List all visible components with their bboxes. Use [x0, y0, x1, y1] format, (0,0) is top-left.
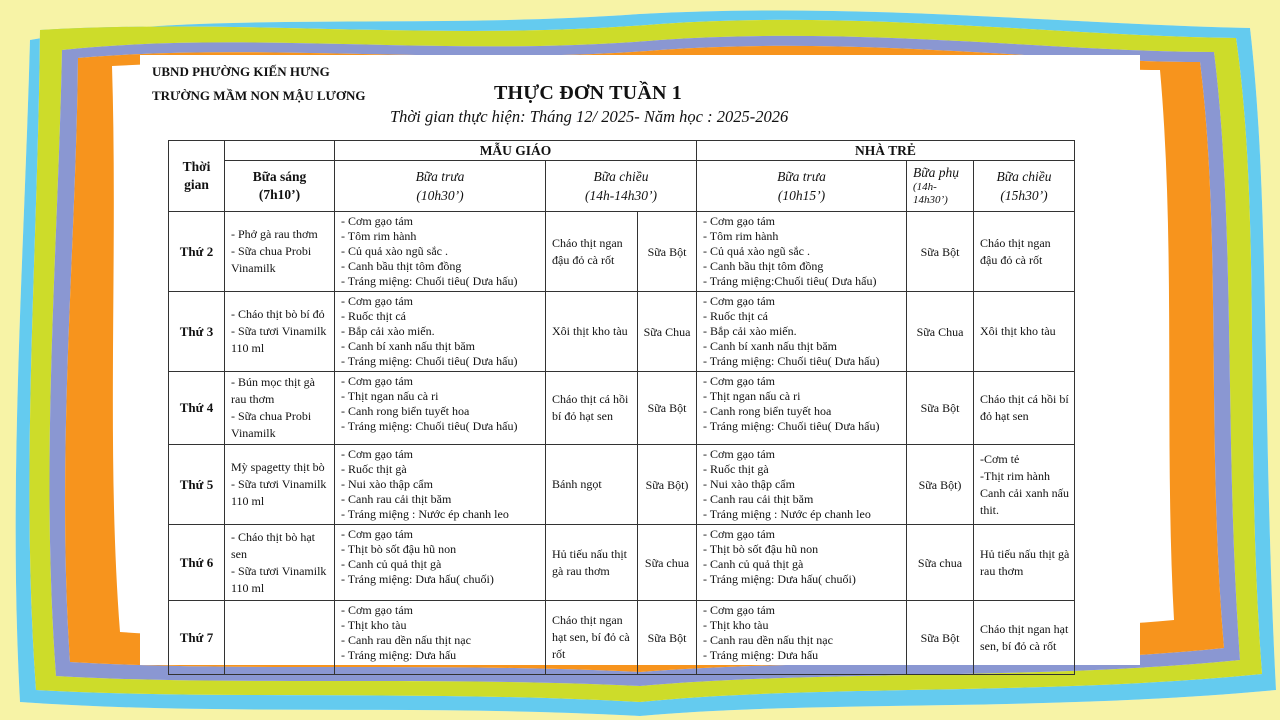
- menu-line: - Canh bầu thịt tôm đồng: [341, 259, 462, 273]
- menu-line: - Canh rau dền nấu thịt nạc: [341, 633, 471, 647]
- day-cell: [169, 525, 225, 601]
- nt-lunch-cell: [697, 525, 907, 601]
- day-cell: [169, 445, 225, 525]
- menu-line: - Canh rau cải thịt băm: [341, 492, 452, 506]
- header-nt-lunch: Bữa trưa (10h15’): [697, 161, 907, 212]
- breakfast-cell: [225, 212, 335, 292]
- menu-line: - Sữa tươi Vinamilk 110 ml: [231, 477, 327, 508]
- mg-afternoon-cell: [546, 445, 638, 525]
- breakfast-cell: [225, 372, 335, 445]
- mg-milk-cell-text: Sữa Bột): [645, 477, 689, 492]
- menu-line: - Thịt ngan nấu cà ri: [341, 389, 439, 403]
- menu-line: - Củ quả xào ngũ sắc .: [703, 244, 810, 258]
- mg-milk-cell: [638, 212, 697, 292]
- nt-snack-cell: [907, 601, 974, 675]
- mg-afternoon-cell-text: Cháo thịt ngan đậu đỏ cà rốt: [552, 235, 623, 267]
- mg-afternoon-cell-text: Cháo thịt ngan hạt sen, bí đỏ cà rốt: [552, 613, 630, 661]
- nt-afternoon-cell-text: Cháo thịt ngan đậu đỏ cà rốt: [980, 235, 1051, 267]
- day-cell-text: Thứ 7: [179, 629, 214, 645]
- menu-line: - Cơm gạo tám: [703, 447, 775, 461]
- menu-line: - Bắp cải xào miến.: [703, 324, 797, 338]
- menu-line: - Tráng miệng : Nước ép chanh leo: [341, 507, 509, 521]
- table-row: [169, 212, 1075, 292]
- mg-afternoon-cell-text: Hủ tiếu nấu thịt gà rau thơm: [552, 546, 627, 578]
- table-row: [169, 292, 1075, 372]
- menu-line: - Phở gà rau thơm: [231, 227, 318, 241]
- header-day: Thời gian: [169, 141, 225, 212]
- nt-lunch-cell: [697, 601, 907, 675]
- mg-milk-cell-text: Sữa Bột: [647, 401, 687, 415]
- menu-line: - Tráng miệng: Chuối tiêu( Dưa hấu): [341, 419, 518, 433]
- district-name: UBND PHƯỜNG KIẾN HƯNG: [152, 64, 330, 79]
- nt-snack-cell: [907, 372, 974, 445]
- mg-milk-cell-text: Sữa Chua: [643, 324, 691, 339]
- menu-line: -Thịt rim hành: [980, 468, 1050, 483]
- table-header-row-1: [169, 141, 1075, 161]
- nt-snack-cell-text: Sữa Bột: [920, 401, 960, 415]
- day-cell-text: Thứ 5: [179, 476, 214, 492]
- nt-afternoon-cell: [974, 601, 1075, 675]
- menu-line: - Ruốc thịt gà: [703, 462, 769, 476]
- nt-afternoon-cell: [974, 525, 1075, 601]
- nt-afternoon-cell-text: Cháo thịt ngan hạt sen, bí đỏ cà rốt: [980, 621, 1069, 653]
- nt-snack-cell: [907, 212, 974, 292]
- menu-line: - Cơm gạo tám: [703, 527, 775, 541]
- mg-afternoon-cell: [546, 372, 638, 445]
- day-cell: [169, 292, 225, 372]
- nt-snack-cell: [907, 292, 974, 372]
- menu-line: - Tráng miệng: Dưa hấu: [341, 648, 457, 662]
- nt-lunch-cell: [697, 372, 907, 445]
- header-group-mau-giao: MẪU GIÁO: [335, 141, 697, 161]
- menu-line: - Tráng miệng: Dưa hấu: [703, 648, 819, 662]
- mg-afternoon-cell-text: Xôi thịt kho tàu: [552, 324, 628, 338]
- mg-afternoon-cell: [546, 525, 638, 601]
- mg-afternoon-cell: [546, 212, 638, 292]
- school-name: TRƯỜNG MẦM NON MẬU LƯƠNG: [152, 88, 366, 103]
- menu-line: - Canh bí xanh nấu thịt băm: [341, 339, 475, 353]
- mg-lunch-cell: [335, 292, 546, 372]
- header-mg-lunch: Bữa trưa (10h30’): [335, 161, 546, 212]
- nt-lunch-cell: [697, 445, 907, 525]
- day-cell: [169, 601, 225, 675]
- menu-line: - Cơm gạo tám: [703, 603, 775, 617]
- header-nt-snack: Bữa phụ (14h- 14h30’): [907, 161, 974, 212]
- nt-snack-cell: [907, 525, 974, 601]
- menu-line: - Nui xào thập cẩm: [703, 477, 795, 491]
- menu-line: - Sữa tươi Vinamilk 110 ml: [231, 324, 327, 355]
- nt-afternoon-cell: [974, 292, 1075, 372]
- page-title: THỰC ĐƠN TUẦN 1: [494, 82, 683, 104]
- page-subtitle: Thời gian thực hiện: Tháng 12/ 2025- Năm học : 2025-2026: [390, 107, 789, 126]
- mg-milk-cell: [638, 601, 697, 675]
- mg-milk-cell: [638, 525, 697, 601]
- menu-line: - Cơm gạo tám: [341, 214, 413, 228]
- menu-line: - Thịt kho tàu: [341, 618, 407, 632]
- menu-line: - Bún mọc thịt gà rau thơm: [231, 375, 315, 406]
- header-nt-afternoon: Bữa chiều (15h30’): [974, 161, 1075, 212]
- breakfast-cell: [225, 292, 335, 372]
- mg-lunch-cell: [335, 601, 546, 675]
- nt-lunch-cell: [697, 212, 907, 292]
- menu-line: - Sữa chua Probi Vinamilk: [231, 409, 312, 440]
- nt-lunch-cell: [697, 292, 907, 372]
- menu-line: - Sữa tươi Vinamilk 110 ml: [231, 563, 327, 595]
- menu-line: - Tráng miệng: Chuối tiêu( Dưa hấu): [341, 354, 518, 368]
- menu-line: - Thịt bò sốt đậu hũ non: [703, 542, 819, 556]
- menu-line: - Bắp cải xào miến.: [341, 324, 435, 338]
- mg-lunch-cell: [335, 212, 546, 292]
- menu-line: - Canh bầu thịt tôm đồng: [703, 259, 824, 273]
- menu-line: - Tôm rim hành: [703, 229, 779, 243]
- table-row: [169, 445, 1075, 525]
- menu-line: - Cơm gạo tám: [341, 447, 413, 461]
- menu-body: [169, 212, 1075, 675]
- menu-line: - Củ quả xào ngũ sắc .: [341, 244, 448, 258]
- day-cell-text: Thứ 6: [179, 554, 214, 570]
- nt-afternoon-cell-text: Hủ tiếu nấu thịt gà rau thơm: [980, 546, 1070, 578]
- menu-line: - Tráng miệng: Dưa hấu( chuối): [703, 572, 856, 586]
- menu-line: - Tráng miệng: Chuối tiêu( Dưa hấu): [341, 274, 518, 288]
- menu-line: - Cơm gạo tám: [341, 294, 413, 308]
- table-header-row-2: [169, 161, 1075, 212]
- header-empty: [225, 141, 335, 161]
- menu-line: - Tôm rim hành: [341, 229, 417, 243]
- menu-line: - Tráng miệng: Chuối tiêu( Dưa hấu): [703, 419, 880, 433]
- nt-afternoon-cell: [974, 445, 1075, 525]
- mg-lunch-cell: [335, 525, 546, 601]
- nt-snack-cell: [907, 445, 974, 525]
- mg-afternoon-cell: [546, 601, 638, 675]
- day-cell-text: Thứ 4: [179, 400, 214, 415]
- nt-afternoon-cell: [974, 212, 1075, 292]
- nt-afternoon-cell: [974, 372, 1075, 445]
- menu-line: - Thịt kho tàu: [703, 618, 769, 632]
- menu-line: -Cơm tẻ: [980, 451, 1020, 466]
- nt-snack-cell-text: Sữa Bột: [920, 244, 960, 259]
- breakfast-cell: [225, 525, 335, 601]
- menu-line: Mỳ spagetty thịt bò: [231, 460, 325, 474]
- menu-line: Canh cải xanh nấu thit.: [980, 485, 1069, 517]
- menu-line: - Canh rau cải thịt băm: [703, 492, 814, 506]
- menu-line: - Cơm gạo tám: [703, 374, 775, 388]
- mg-milk-cell-text: Sữa Bột: [647, 244, 687, 259]
- menu-line: - Canh rau dền nấu thịt nạc: [703, 633, 833, 647]
- menu-line: - Tráng miệng: Chuối tiêu( Dưa hấu): [703, 354, 880, 368]
- table-row: [169, 525, 1075, 601]
- breakfast-cell: [225, 601, 335, 675]
- mg-milk-cell: [638, 372, 697, 445]
- menu-line: - Ruốc thịt gà: [341, 462, 407, 476]
- table-row: [169, 601, 1075, 675]
- header-breakfast: Bữa sáng (7h10’): [225, 161, 335, 212]
- nt-snack-cell-text: Sữa Chua: [916, 324, 964, 339]
- menu-line: - Cơm gạo tám: [341, 374, 413, 388]
- header-group-nha-tre: NHÀ TRẺ: [697, 141, 1075, 161]
- menu-line: - Tráng miệng: Dưa hấu( chuối): [341, 572, 494, 586]
- nt-snack-cell-text: Sữa Bột: [920, 630, 960, 645]
- menu-line: - Tráng miệng : Nước ép chanh leo: [703, 507, 871, 521]
- menu-line: - Thịt ngan nấu cà ri: [703, 389, 801, 403]
- breakfast-cell: [225, 445, 335, 525]
- menu-line: - Canh rong biển tuyết hoa: [341, 404, 470, 418]
- menu-line: - Ruốc thịt cá: [341, 309, 406, 323]
- table-row: [169, 372, 1075, 445]
- mg-milk-cell: [638, 292, 697, 372]
- nt-afternoon-cell-text: Cháo thịt cá hồi bí đỏ hạt sen: [980, 392, 1069, 423]
- mg-milk-cell-text: Sữa Bột: [647, 630, 687, 645]
- day-cell-text: Thứ 2: [179, 243, 214, 259]
- day-cell-text: Thứ 3: [179, 323, 214, 339]
- nt-snack-cell-text: Sữa chua: [917, 555, 963, 570]
- menu-line: - Sữa chua Probi Vinamilk: [231, 244, 312, 275]
- nt-afternoon-cell-text: Xôi thịt kho tàu: [980, 324, 1056, 338]
- menu-line: - Nui xào thập cẩm: [341, 477, 433, 491]
- menu-line: - Cơm gạo tám: [341, 603, 413, 617]
- mg-afternoon-cell: [546, 292, 638, 372]
- mg-lunch-cell: [335, 445, 546, 525]
- menu-line: - Cháo thịt bò hạt sen: [231, 529, 315, 561]
- menu-line: - Cháo thịt bò bí đỏ: [231, 307, 325, 321]
- menu-line: - Ruốc thịt cá: [703, 309, 768, 323]
- menu-line: - Thịt bò sốt đậu hũ non: [341, 542, 457, 556]
- menu-line: - Cơm gạo tám: [703, 214, 775, 228]
- menu-line: - Tráng miệng:Chuối tiêu( Dưa hấu): [703, 274, 877, 288]
- mg-milk-cell: [638, 445, 697, 525]
- header-mg-afternoon: Bữa chiều (14h-14h30’): [546, 161, 697, 212]
- menu-line: - Canh củ quả thịt gà: [703, 557, 804, 571]
- menu-line: - Cơm gạo tám: [341, 527, 413, 541]
- mg-lunch-cell: [335, 372, 546, 445]
- weekly-menu-table: [168, 140, 1075, 675]
- day-cell: [169, 372, 225, 445]
- menu-line: - Canh củ quả thịt gà: [341, 557, 442, 571]
- nt-snack-cell-text: Sữa Bột): [918, 477, 962, 492]
- day-cell: [169, 212, 225, 292]
- mg-milk-cell-text: Sữa chua: [644, 555, 690, 570]
- mg-afternoon-cell-text: Cháo thịt cá hồi bí đỏ hạt sen: [552, 392, 629, 423]
- menu-line: - Canh bí xanh nấu thịt băm: [703, 339, 837, 353]
- mg-afternoon-cell-text: Bánh ngọt: [552, 477, 602, 491]
- menu-line: - Canh rong biển tuyết hoa: [703, 404, 832, 418]
- menu-line: - Cơm gạo tám: [703, 294, 775, 308]
